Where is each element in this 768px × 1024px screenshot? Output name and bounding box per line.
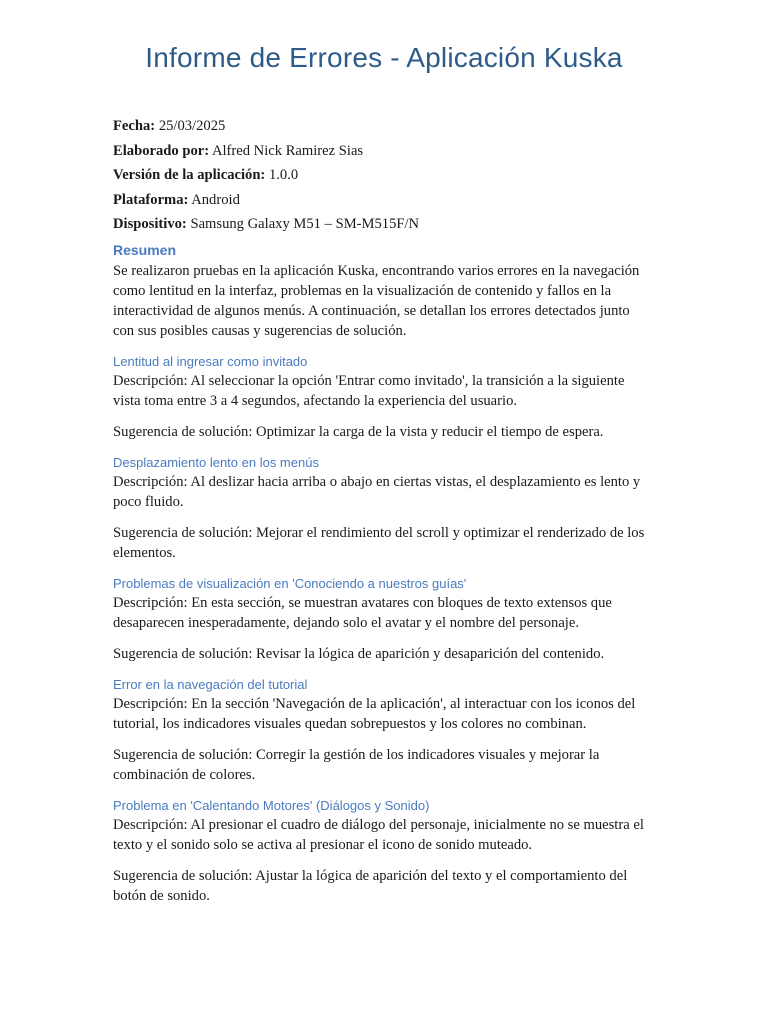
meta-value: Alfred Nick Ramirez Sias (211, 142, 364, 159)
error-section-guest-login (113, 352, 653, 442)
section-heading: Desplazamiento lento en los menús (113, 454, 319, 470)
meta-label: Versión de la aplicación: (113, 167, 266, 183)
error-section-menu-scroll (113, 453, 653, 563)
meta-date (113, 116, 653, 136)
document-title: Informe de Errores - Aplicación Kuska (145, 42, 623, 73)
meta-label: Fecha: (113, 118, 156, 134)
section-heading: Lentitud al ingresar como invitado (113, 353, 308, 369)
meta-version (113, 165, 653, 185)
section-description: Descripción: Al deslizar hacia arriba o abajo en ciertas vistas, el desplazamiento es lento y poco fluido. (113, 473, 641, 510)
meta-author (113, 141, 653, 161)
meta-value: Android (191, 191, 240, 208)
document-body (113, 116, 653, 906)
section-suggestion: Sugerencia de solución: Corregir la gestión de los indicadores visuales y mejorar la combinación de colores. (113, 746, 600, 783)
section-description: Descripción: En esta sección, se muestran avatares con bloques de texto extensos que desaparecen inesperadamente, dejando solo el avatar y el nombre del personaje. (113, 594, 612, 631)
meta-label: Elaborado por: (113, 142, 210, 159)
meta-value: Samsung Galaxy M51 – SM-M515F/N (190, 216, 420, 232)
section-suggestion: Sugerencia de solución: Mejorar el rendimiento del scroll y optimizar el renderizado de los elementos. (113, 524, 645, 561)
section-suggestion: Sugerencia de solución: Revisar la lógica de aparición y desaparición del contenido. (113, 645, 605, 662)
section-heading: Error en la navegación del tutorial (113, 676, 308, 692)
error-section-dialog-sound (113, 796, 653, 906)
section-description: Descripción: Al presionar el cuadro de diálogo del personaje, inicialmente no se muestra el texto y el sonido solo se activa al presionar el icono de sonido muteado. (113, 816, 644, 853)
section-suggestion: Sugerencia de solución: Optimizar la carga de la vista y reducir el tiempo de espera. (113, 423, 604, 440)
error-section-guides-display (113, 574, 653, 664)
section-description: Descripción: Al seleccionar la opción 'Entrar como invitado', la transición a la siguiente vista toma entre 3 a 4 segundos, afectando la experiencia del usuario. (113, 372, 625, 409)
meta-value: 25/03/2025 (158, 118, 226, 134)
section-suggestion: Sugerencia de solución: Ajustar la lógica de aparición del texto y el comportamiento del botón de sonido. (113, 867, 628, 904)
section-heading: Problemas de visualización en 'Conociendo a nuestros guías' (113, 575, 467, 591)
meta-label: Plataforma: (113, 191, 189, 208)
section-description: Descripción: En la sección 'Navegación de la aplicación', al interactuar con los iconos del tutorial, los indicadores visuales quedan sobrepuestos y los colores no combinan. (113, 695, 636, 732)
meta-value: 1.0.0 (268, 167, 299, 183)
summary-text: Se realizaron pruebas en la aplicación Kuska, encontrando varios errores en la navegación como lentitud en la interfaz, problemas en la visualización de contenido y fallos en la interactividad de algunos menús. A continuación, se detallan los errores detectados junto con sus posibles causas y sugerencias de solución. (113, 262, 640, 339)
meta-label: Dispositivo: (113, 216, 187, 232)
summary-heading: Resumen (113, 241, 177, 258)
section-heading: Problema en 'Calentando Motores' (Diálogos y Sonido) (113, 797, 430, 813)
meta-device (113, 214, 653, 234)
meta-platform (113, 190, 653, 210)
error-section-tutorial-navigation (113, 675, 653, 785)
metadata-block (113, 116, 653, 234)
